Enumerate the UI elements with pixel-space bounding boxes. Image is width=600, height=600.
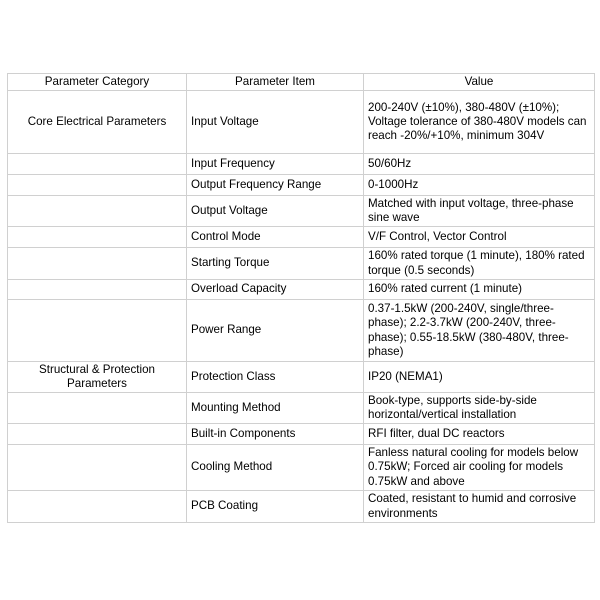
- header-value: Value: [364, 74, 595, 91]
- category-cell: Structural & Protection Parameters: [8, 362, 187, 393]
- category-cell: [8, 280, 187, 300]
- category-cell: [8, 300, 187, 362]
- category-cell: Core Electrical Parameters: [8, 91, 187, 154]
- table-row: [8, 393, 595, 424]
- table-row: [8, 154, 595, 175]
- table-row: [8, 280, 595, 300]
- category-cell: [8, 154, 187, 175]
- item-cell: Control Mode: [187, 227, 364, 248]
- item-cell: Output Voltage: [187, 196, 364, 227]
- value-cell: V/F Control, Vector Control: [364, 227, 595, 248]
- table-row: [8, 227, 595, 248]
- item-cell: Cooling Method: [187, 445, 364, 491]
- value-cell: 160% rated torque (1 minute), 180% rated torque (0.5 seconds): [364, 248, 595, 280]
- value-cell: Book-type, supports side-by-side horizontal/vertical installation: [364, 393, 595, 424]
- table-row: [8, 175, 595, 196]
- category-cell: [8, 196, 187, 227]
- table-row: [8, 196, 595, 227]
- item-cell: PCB Coating: [187, 491, 364, 523]
- category-cell: [8, 491, 187, 523]
- value-cell: 0-1000Hz: [364, 175, 595, 196]
- value-cell: Fanless natural cooling for models below 0.75kW; Forced air cooling for models 0.75kW and above: [364, 445, 595, 491]
- category-cell: [8, 445, 187, 491]
- item-cell: Input Frequency: [187, 154, 364, 175]
- category-cell: [8, 175, 187, 196]
- table-row: [8, 491, 595, 523]
- category-cell: [8, 424, 187, 445]
- category-cell: [8, 393, 187, 424]
- value-cell: 200-240V (±10%), 380-480V (±10%); Voltage tolerance of 380-480V models can reach -20%/+10%, minimum 304V: [364, 91, 595, 154]
- value-cell: Coated, resistant to humid and corrosive environments: [364, 491, 595, 523]
- table-header-row: [8, 74, 595, 91]
- item-cell: Starting Torque: [187, 248, 364, 280]
- parameter-table: [7, 73, 595, 523]
- value-cell: 0.37-1.5kW (200-240V, single/three-phase); 2.2-3.7kW (200-240V, three-phase); 0.55-18.5kW (380-480V, three-phase): [364, 300, 595, 362]
- item-cell: Protection Class: [187, 362, 364, 393]
- value-cell: RFI filter, dual DC reactors: [364, 424, 595, 445]
- value-cell: Matched with input voltage, three-phase sine wave: [364, 196, 595, 227]
- table-row: [8, 300, 595, 362]
- item-cell: Power Range: [187, 300, 364, 362]
- item-cell: Overload Capacity: [187, 280, 364, 300]
- category-cell: [8, 248, 187, 280]
- header-parameter-category: Parameter Category: [8, 74, 187, 91]
- item-cell: Input Voltage: [187, 91, 364, 154]
- table-row: [8, 424, 595, 445]
- item-cell: Built-in Components: [187, 424, 364, 445]
- value-cell: 160% rated current (1 minute): [364, 280, 595, 300]
- value-cell: 50/60Hz: [364, 154, 595, 175]
- table-row: [8, 362, 595, 393]
- table-row: [8, 445, 595, 491]
- header-parameter-item: Parameter Item: [187, 74, 364, 91]
- table-row: [8, 91, 595, 154]
- item-cell: Mounting Method: [187, 393, 364, 424]
- table-row: [8, 248, 595, 280]
- category-cell: [8, 227, 187, 248]
- item-cell: Output Frequency Range: [187, 175, 364, 196]
- value-cell: IP20 (NEMA1): [364, 362, 595, 393]
